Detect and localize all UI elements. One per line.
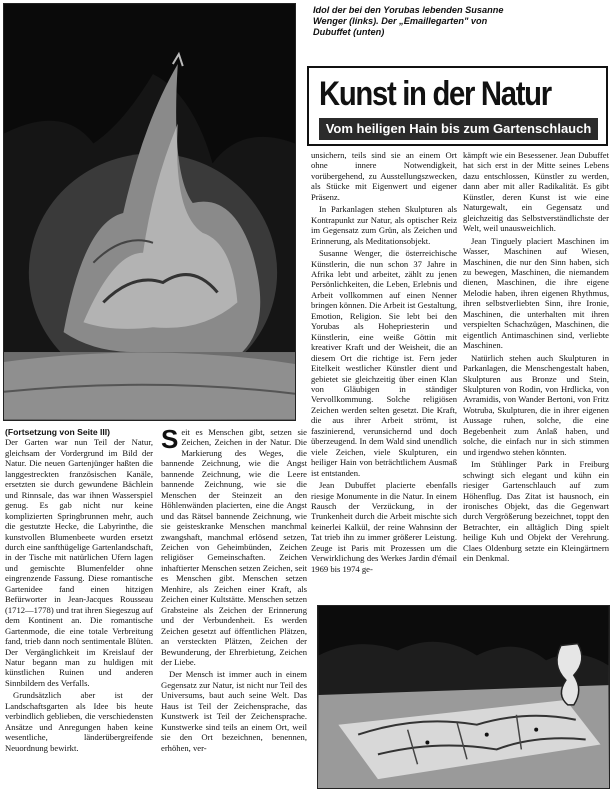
paragraph: Susanne Wenger, die österreichische Künstlerin, die nun schon 37 Jahre in Afrika lebt und arbeitet, zählt zu jenen Persönlichkeiten, die Leben, Erlebnis und Arbeit vollkommen auf einen Nenner bringen können. Die Arbeit ist Gestaltung, Emotion, Religion. Sie lebt bei den Yorubas als Hohepriesterin und Künstlerin, eine weiße Göttin mit kreativer Kraft und der Weisheit, die an diesem Ort die richtige ist. Fern jeder Eitelkeit westlicher Künstler dient und gebietet sie gleichzeitig über einen Klan von Gläubigen in ständiger Vervollkommung. Solche religiösen Zeichen werden selten gesetzt. Die Kraft, die aus ihrer Arbeit strömt, ist faszinierend, verunsichernd und doch überzeugend. In dem Wald sind unendlich viele Zeichen, viele Skulpturen, ein heiliger Hain von beträchtlichem Ausmaß ist entstanden. — [311, 248, 457, 478]
headline-box — [307, 66, 608, 146]
text-column-4 — [463, 150, 609, 566]
photo-caption: Idol der bei den Yorubas lebenden Susanne Wenger (links). Der „Emaillegarten" von Dubuffet (unten) — [313, 5, 504, 38]
paragraph: Der Mensch ist immer auch in einem Gegensatz zur Natur, ist nicht nur Teil des Universums, baut auch seine Welt. Das Haus ist Teil der Zeichensprache, das Kunstwerk ist Teil der Zeichensprache. Kunstwerke sind teils an einem Ort, weil sie den Ort bezeichnen, benennen, erhöhen, ver- — [161, 669, 307, 753]
paragraph: Jean Tinguely placiert Maschinen im Wasser, Maschinen auf Wiesen, Maschinen, die nur den Sinn haben, sich zu bewegen, Maschinen, die niemandem dienen, Maschinen, die ihre eigene Melodie haben, ihren eigenen Rhythmus, ihren selbstverliebten Sinn, ihre Ironie, Maschinen, die unterhalten mit ihren verspielten Schachzügen, Maschinen, die eigentlich Antimaschinen sind, verliebte Maschinen. — [463, 235, 609, 351]
drop-cap: S — [161, 424, 179, 454]
paragraph: Natürlich stehen auch Skulpturen in Parkanlagen, die Menschengestalt haben, Skulpturen aus Bronze und Stein, Skulpturen von Rodin, von Hrdlicka, von Avramidis, von Wander Bertoni, von Fritz Wotruba, Skulpturen, die in ihrer eigenen Aussage ruhen, solche, die eine Begebenheit zum Anlaß haben, und solche, die einfach nur in sich stimmen und irgendwo stehen könnten. — [463, 352, 609, 457]
paragraph: Im Stühlinger Park in Freiburg schwingt sich elegant und kühn ein riesiger Gartenschlauch auf zum Höhenflug. Das Zitat ist hausnoch, ein ironisches Objekt, das die Gegenwart durch Vergrößerung bezeichnet, toppt den Betrachter, ein alltäglich Ding spielt heilige Kuh und Objekt der Verehrung. Claes Oldenburg setzte ein Kleingärtnern ein Denkmal. — [463, 459, 609, 564]
paragraph: Der Garten war nun Teil der Natur, gleichsam der Vordergrund im Bild der Natur. Die neuen Gartenjünger haßten die langgestreckten französischen Kanäle, ersetzten sie durch gewundene Bächlein und Rinnsale, das war ihnen Wasserspiel genug. Es gab nicht nur keine komplizierten Springbrunnen mehr, auch die gestutzte Hecke, die Labyrinthe, die kunstvollen Blumenbeete wurden ersetzt durch eine sanfthügelige Gartenlandschaft, in der Tische mit natürlichen Ufern lagen und gemischte Blumenfelder ohne eingrenzende Fassung. Diese romantische Gartenidee fand einen hitzigen Befürworter in Jean-Jacques Rousseau (1712—1778) und trat ihren Siegeszug auf dem Kontinent an. Die romantische Gartenmode, die eine totale Verbreitung fand, trieb dann noch sentimentale Blüten. Der Vergänglichkeit im Kreislauf der Natur begann man zu huldigen mit künstlichen Ruinen und anderen Sinnbildern des Verfalls. — [5, 437, 153, 688]
text-column-3 — [311, 150, 457, 576]
text-column-2 — [161, 424, 307, 755]
paragraph: unsichern, teils sind sie an einem Ort ohne innere Notwendigkeit, vorübergehend, zu Ausstellungszwecken, als Stücke mit Eigenwert und eigener Präsenz. — [311, 150, 457, 202]
article-headline: Kunst in der Natur — [319, 75, 551, 113]
idol-sculpture-image — [4, 4, 295, 420]
emaillegarten-photo — [317, 605, 610, 789]
continuation-note: (Fortsetzung von Seite III) — [5, 427, 111, 437]
paragraph: kämpft wie ein Besessener. Jean Dubuffet hat sich erst in der Mitte seines Lebens dazu entschlossen, Künstler zu werden, dann aber mit aller Radikalität. Es gibt Künstler, deren Kunst ist wie eine Naturgewalt, ein Gegensatz und gleichzeitig das Selbstverständlichste der Welt, weil unausweichlich. — [463, 150, 609, 234]
paragraph: Grundsätzlich aber ist der Landschaftsgarten als Idee bis heute verbindlich geblieben, die verschiedensten Ansätze und Anregungen haben keine wesentliche, länderübergreifende Neuordnung bewirkt. — [5, 690, 153, 753]
garden-sculpture-image — [318, 606, 609, 788]
idol-photo — [3, 3, 296, 421]
text-column-1 — [5, 427, 153, 755]
article-subheadline: Vom heiligen Hain bis zum Gartenschlauch — [319, 118, 598, 140]
paragraph: eit es Menschen gibt, setzen sie Zeichen, Zeichen in der Natur. Die Markierung des Weges, die bannende Zeichnung, wie die Angst bannende Zeichnung, wie die Leere bannende Zeichnung, wie sie die Menschen der Steinzeit an den Höhlenwänden placierten, eine die Angst und das Rätsel bannende Zeichnung, wie sie geisteskranke Menschen manchmal zwangshaft, manchmal erlösend setzen, Zeichen von Geheimbünden, Zeichen religiöser Gemeinschaften. Zeichen inhaftierter Menschen setzen Zeichen, seit es Menschen gibt. Menschen setzen Menhire, als Zeichen einer Kraft, als Zeichen einer Kultstätte. Menschen setzen Grabsteine als Zeichen der Erinnerung und der Verbundenheit. Es werden Zeichen gesetzt auf öffentlichen Plätzen, an versteckten Plätzen, Zeichen der Bewunderung, der Ehrerbietung, Zeichen der Liebe. — [161, 427, 307, 667]
paragraph: In Parkanlagen stehen Skulpturen als Kontrapunkt zur Natur, als optischer Reiz im Gegensatz zum Grün, als Zeichen und Erinnerung, als Meditationsobjekt. — [311, 204, 457, 246]
paragraph: Jean Dubuffet placierte ebenfalls riesige Monumente in die Natur. In einem Rausch der Verzückung, in der Trunkenheit durch die Arbeit mischte sich keinerlei Kalkül, der reine Wahnsinn der Tat trieb ihn zu immer größerer Leistung. Zeuge ist Paris mit Prozessen um die Verwirklichung des Werkes Jardin d'émail 1969 bis 1974 ge- — [311, 480, 457, 574]
